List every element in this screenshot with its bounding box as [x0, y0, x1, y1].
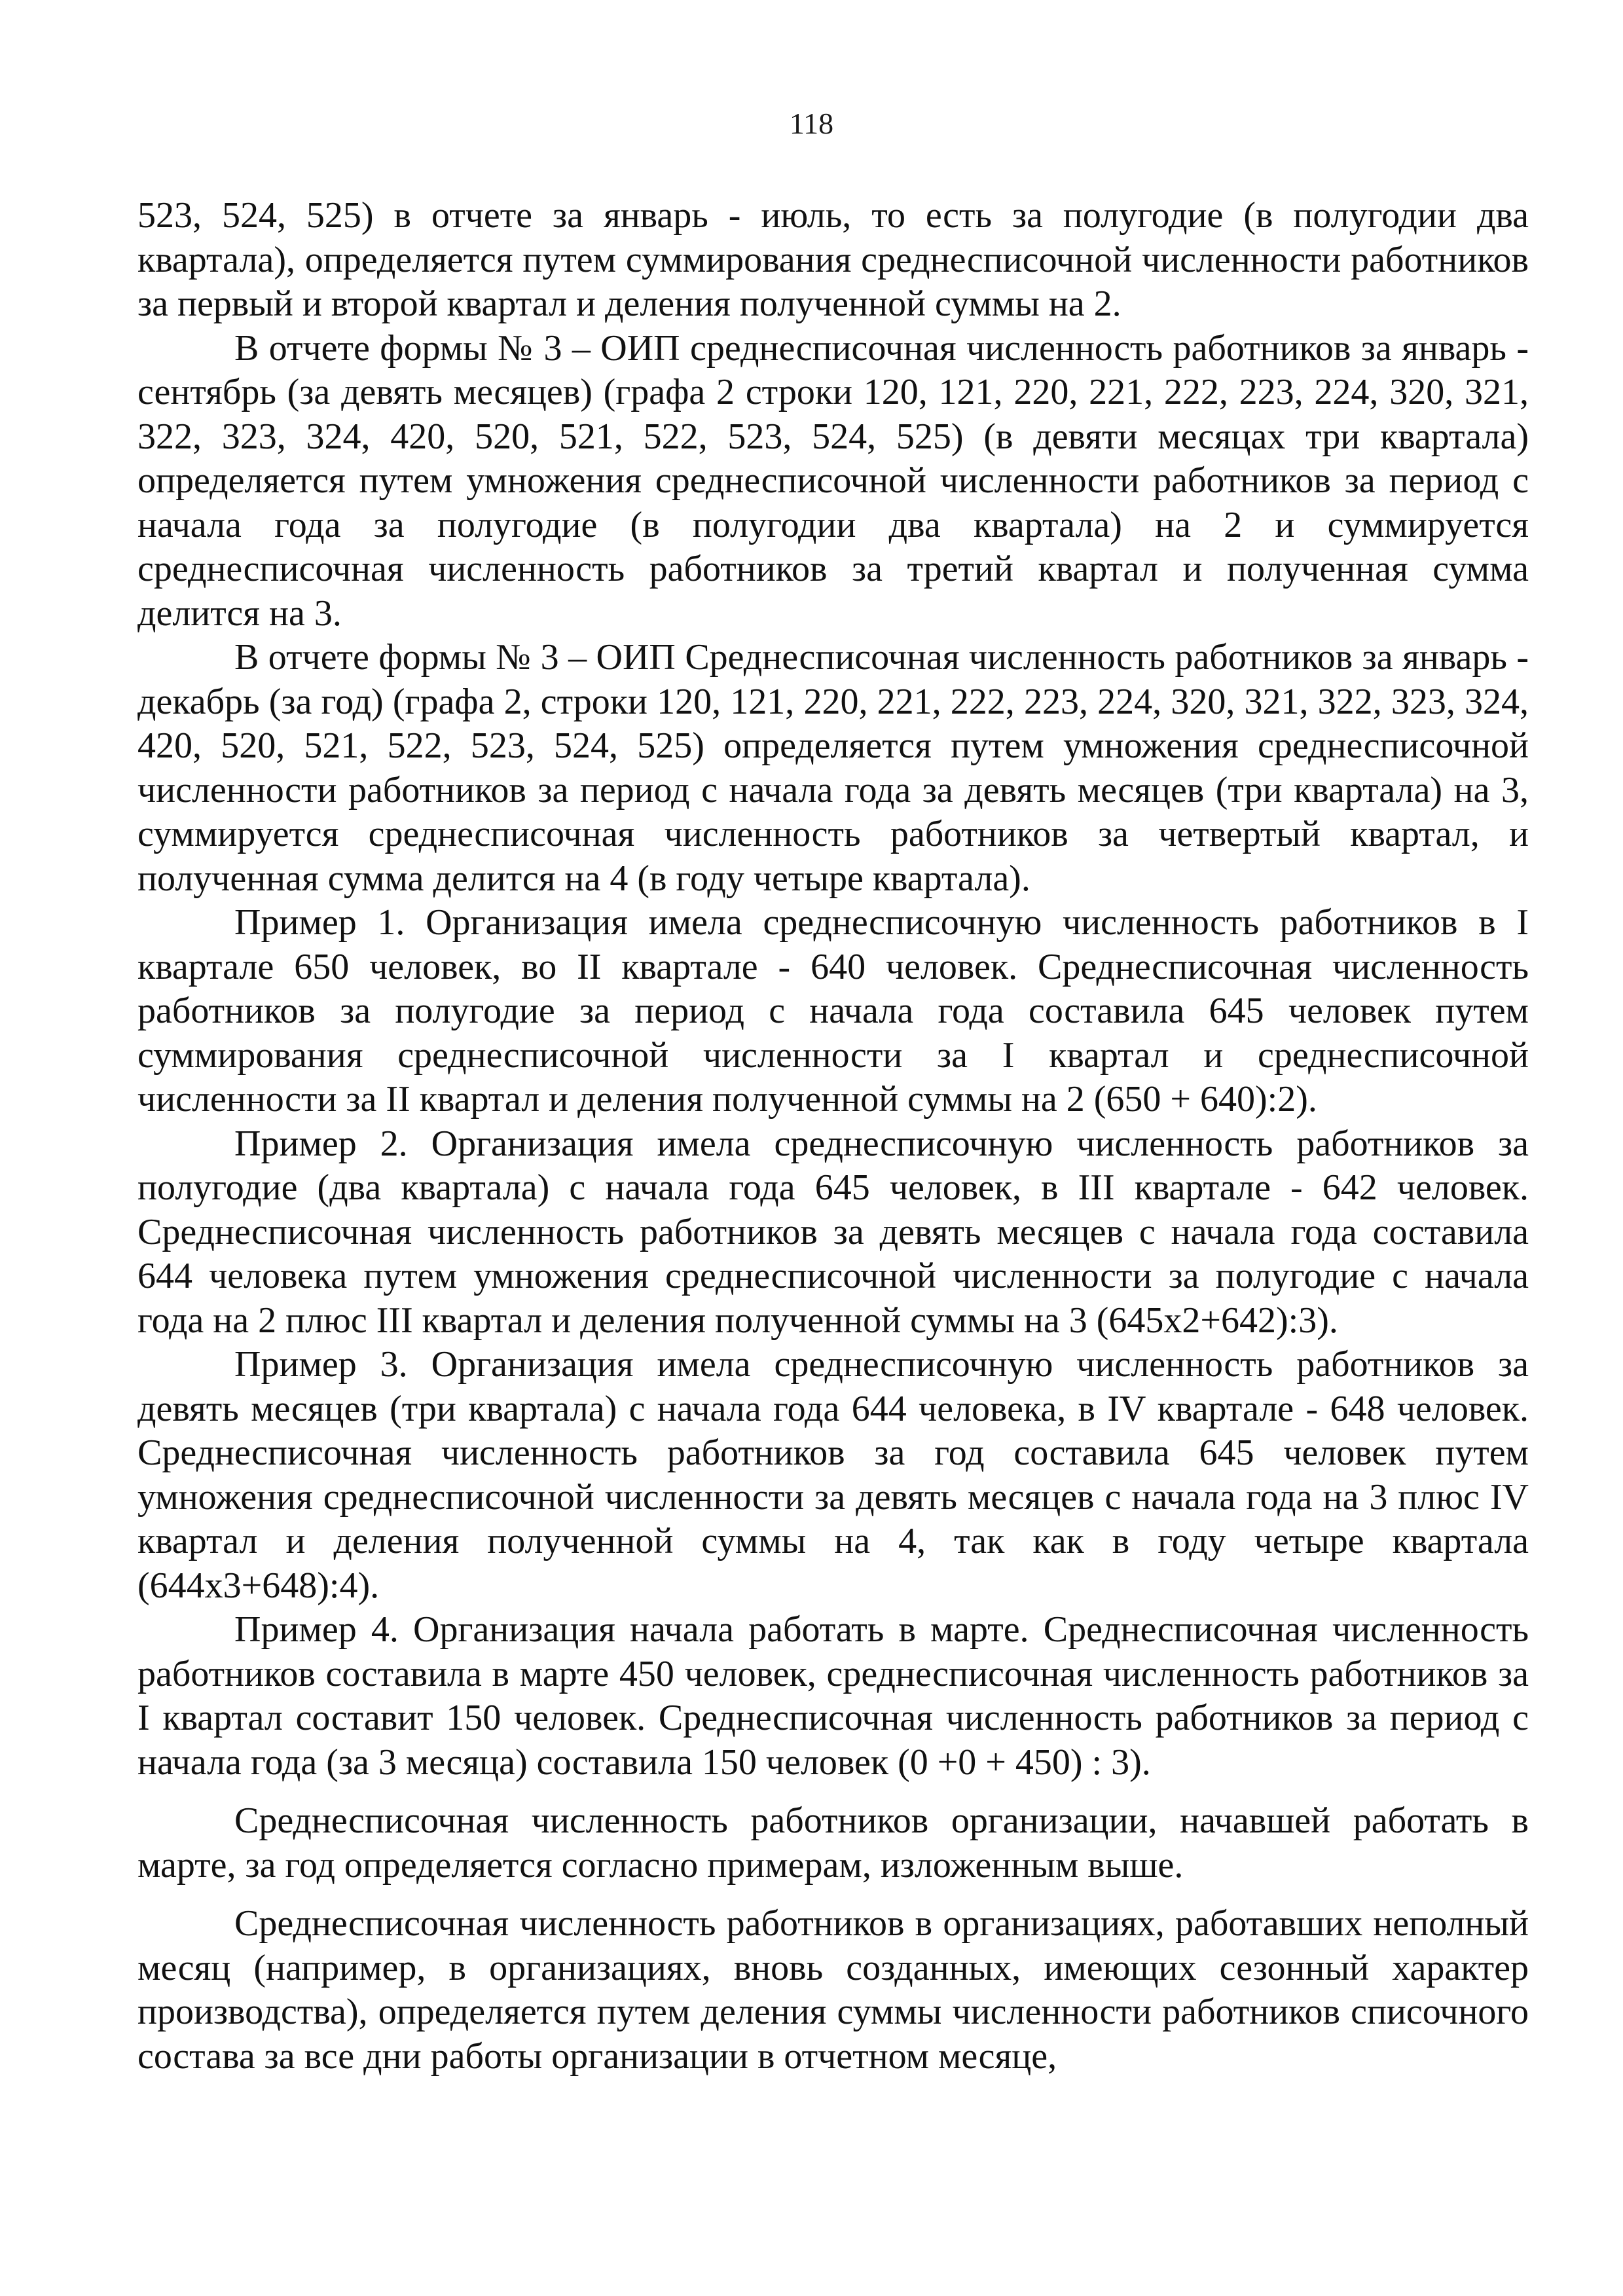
paragraph-nine-months: В отчете формы № 3 – ОИП среднесписочная численность работников за январь - сентябрь (за девять месяцев) (графа 2 строки 120, 121, 220, 221, 222, 223, 224, 320, 321, 322, 323, 324, 420, 520, 521, 522, 523, 524, 525) (в девяти месяцах три квартала) определяется путем умножения среднесписочной численности работников за период с начала года за полугодие (в полугодии два квартала) на 2 и суммируется среднесписочная численность работников за третий квартал и полученная сумма делится на 3.: [137, 327, 1529, 634]
paragraph-full-year: В отчете формы № 3 – ОИП Среднесписочная численность работников за январь - декабрь (за год) (графа 2, строки 120, 121, 220, 221, 222, 223, 224, 320, 321, 322, 323, 324, 420, 520, 521, 522, 523, 524, 525) определяется путем умножения среднесписочной численности работников за период с начала года за девять месяцев (три квартала) на 3, суммируется среднесписочная численность работников за четвертый квартал, и полученная сумма делится на 4 (в году четыре квартала).: [137, 637, 1529, 899]
paragraph-example-1: Пример 1. Организация имела среднесписочную численность работников в I квартале 650 человек, во II квартале - 640 человек. Среднесписочная численность работников за полугодие за период с начала года составила 645 человек путем суммирования среднесписочной численности за I квартал и среднесписочной численности за II квартал и деления полученной суммы на 2 (650 + 640):2).: [137, 902, 1529, 1120]
paragraph-example-2: Пример 2. Организация имела среднесписочную численность работников за полугодие (два квартала) с начала года 645 человек, в III квартале - 642 человек. Среднесписочная численность работников за девять месяцев с начала года составила 644 человека путем умножения среднесписочной численности за полугодие с начала года на 2 плюс III квартал и деления полученной суммы на 3 (645х2+642):3).: [137, 1123, 1529, 1341]
paragraph-partial-month: Среднесписочная численность работников в организациях, работавших неполный месяц (например, в организациях, вновь созданных, имеющих сезонный характер производства), определяется путем деления суммы численности работников списочного состава за все дни работы организации в отчетном месяце,: [137, 1903, 1529, 2077]
page-number: 118: [789, 107, 834, 140]
paragraph-example-4: Пример 4. Организация начала работать в марте. Среднесписочная численность работников составила в марте 450 человек, среднесписочная численность работников за I квартал составит 150 человек. Среднесписочная численность работников за период с начала года (за 3 месяца) составила 150 человек (0 +0 + 450) : 3).: [137, 1609, 1529, 1783]
document-body: [137, 194, 1529, 2079]
paragraph-continuation: 523, 524, 525) в отчете за январь - июль, то есть за полугодие (в полугодии два квартала), определяется путем суммирования среднесписочной численности работников за первый и второй квартал и деления полученной суммы на 2.: [137, 195, 1529, 324]
paragraph-march-start: Среднесписочная численность работников организации, начавшей работать в марте, за год определяется согласно примерам, изложенным выше.: [137, 1800, 1529, 1886]
paragraph-example-3: Пример 3. Организация имела среднесписочную численность работников за девять месяцев (три квартала) с начала года 644 человека, в IV квартале - 648 человек. Среднесписочная численность работников за год составила 645 человек путем умножения среднесписочной численности за девять месяцев с начала года на 3 плюс IV квартал и деления полученной суммы на 4, так как в году четыре квартала (644х3+648):4).: [137, 1344, 1529, 1606]
